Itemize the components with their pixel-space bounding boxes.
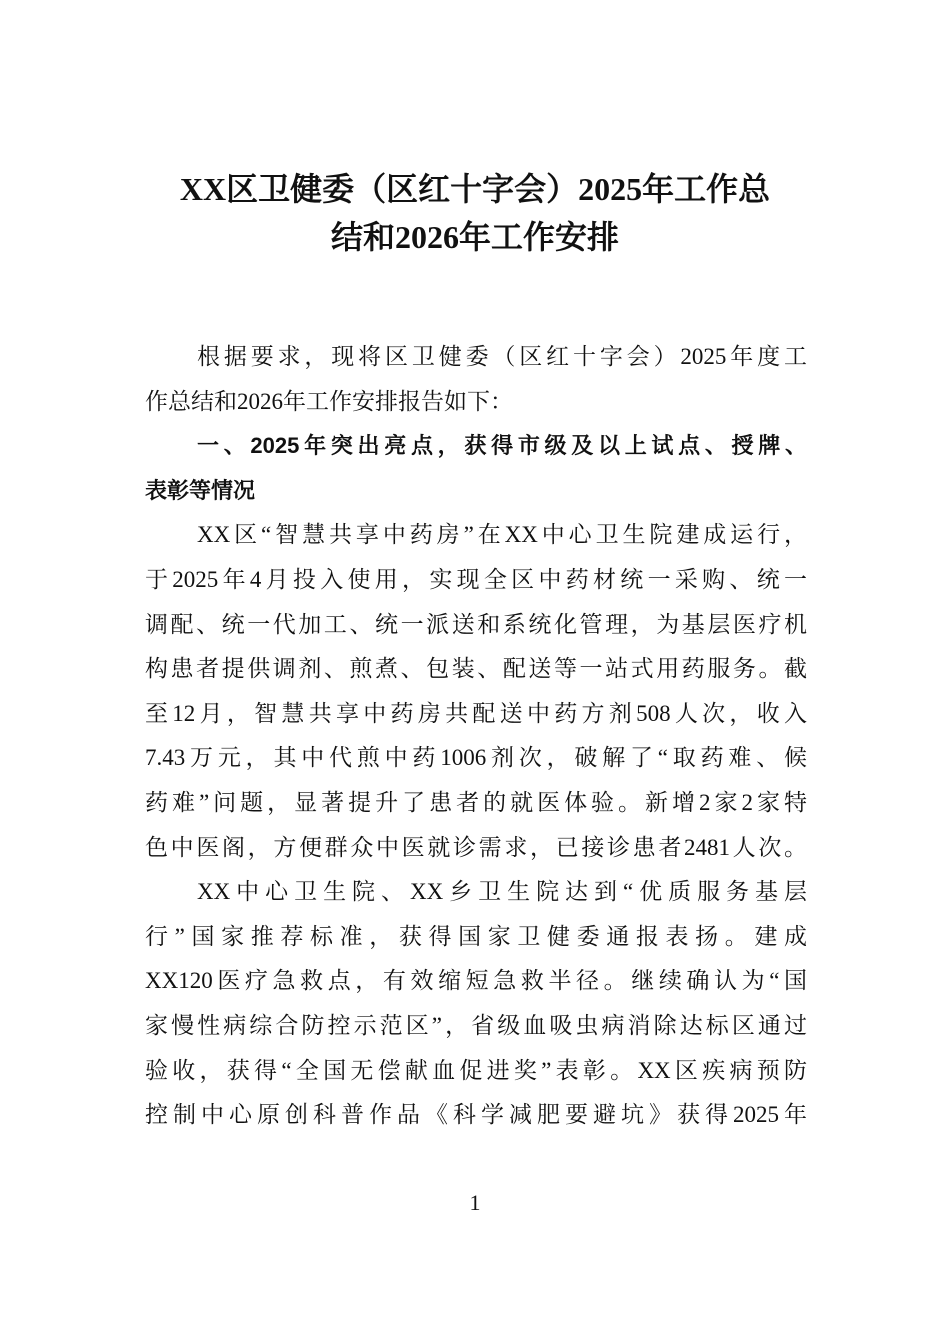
text-line: 一、2025年突出亮点，获得市级及以上试点、授牌、 [197, 433, 807, 459]
text-line: 于2025年4月投入使用，实现全区中药材统一采购、统一 [145, 566, 807, 592]
text-line: 药难”问题，显著提升了患者的就医体验。新增2家2家特 [145, 789, 807, 815]
text-line: 表彰等情况 [145, 477, 256, 503]
text-line: XX120医疗急救点，有效缩短急救半径。继续确认为“国 [145, 968, 807, 994]
text-line: 家慢性病综合防控示范区”，省级血吸虫病消除达标区通过 [145, 1012, 807, 1038]
title-line-1: XX区卫健委（区红十字会）2025年工作总 [179, 171, 771, 207]
page-number: 1 [469, 1190, 481, 1215]
text-line: XX中心卫生院、XX乡卫生院达到“优质服务基层 [197, 879, 807, 905]
section-heading [145, 424, 807, 513]
paragraph-honors [145, 870, 807, 1138]
text-line: XX区“智慧共享中药房”在XX中心卫生院建成运行， [197, 522, 807, 548]
title-line-2: 结和2026年工作安排 [330, 219, 619, 255]
text-line: 验收，获得“全国无偿献血促进奖”表彰。XX区疾病预防 [145, 1057, 807, 1083]
text-line: 色中医阁，方便群众中医就诊需求，已接诊患者2481人次。 [145, 834, 807, 860]
text-line: 7.43万元，其中代煎中药1006剂次，破解了“取药难、候 [145, 745, 807, 771]
text-line: 至12月，智慧共享中药房共配送中药方剂508人次，收入 [145, 700, 807, 726]
text-line: 行”国家推荐标准，获得国家卫健委通报表扬。建成 [145, 923, 807, 949]
text-line: 构患者提供调剂、煎煮、包装、配送等一站式用药服务。截 [145, 656, 807, 682]
text-line: 根据要求，现将区卫健委（区红十字会）2025年度工 [197, 344, 807, 369]
document-title [100, 165, 850, 261]
document-body [145, 335, 807, 1138]
text-line: 作总结和2026年工作安排报告如下： [145, 388, 513, 414]
intro-paragraph [145, 335, 807, 424]
paragraph-pharmacy [145, 513, 807, 870]
text-line: 调配、统一代加工、统一派送和系统化管理，为基层医疗机 [145, 611, 807, 637]
text-line: 控制中心原创科普作品《科学减肥要避坑》获得2025年 [145, 1102, 807, 1128]
